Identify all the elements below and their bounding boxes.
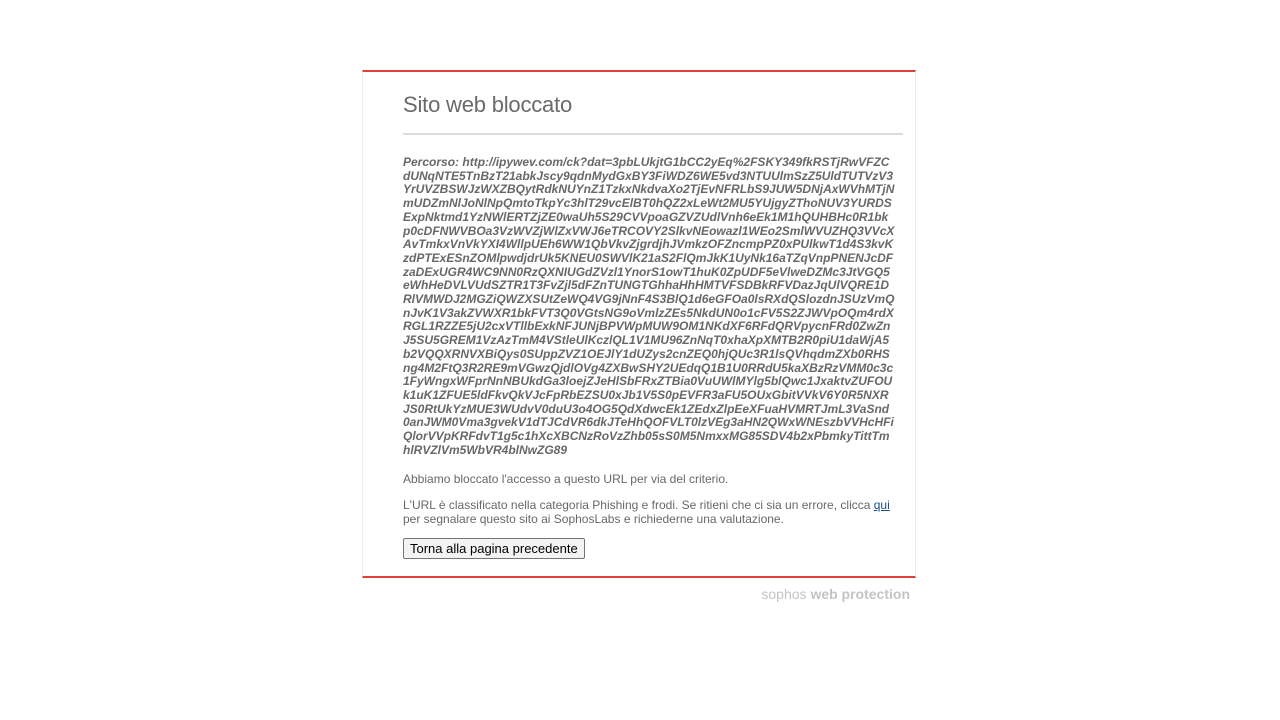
path-url: http://ipywev.com/ck?dat=3pbLUkjtG1bCC2yEq%2FSKY349fkRSTjRwVFZCdUNqNTE5TnBzT21abkJscy9qdnMydGxBY3FiWDZ6WE5vd3NTUUlmSzZ5UldTUTVzV3YrUVZBSWJzWXZBQytRdkNUYnZ1TzkxNkdvaXo2TjEvNFRLbS9JUW5DNjAxWVhMTjNmUDZmNlJoNlNpQmtoTkpYc3hlT29vcElBT0hQZ2xLeWt2MU5YUjgyZThoNUV3YURDSExpNktmd1YzNWlERTZjZE0waUh5S29CVVpoaGZVZUdlVnh6eEk1M1hQUHBHc0R1bkp0cDFNWVBOa3VzWVZjWlZxVWJ6eTRCOVY2SlkvNEowazl1WEo2SmlWVUZHQ3VVcXAvTmkxVnVkYXI4WllpUEh6WW1QbVkvZjgrdjhJVmkzOFZncmpPZ0xPUlkwT1d4S3kvKzdPTExESnZOMlpwdjdrUk5KNEU0SWVlK21aS2FlQmJkK1UyNk16aTZqVnpPNENJcDFzaDExUGR4WC9NN0RzQXNIUGdZVzl1YnorS1owT1huK0ZpUDF5eVlweDZMc3JtVGQ5eWhHeDVLVUdSZTR1T3FvZjl5dFZnTUNGTGhhaHhHMTVFSDBkRFVDazJqUlVQRE1DRlVMWDJ2MGZiQWZXSUtZeWQ4VG9jNnF4S3BlQ1d6eGFOa0lsRXdQSlozdnJSUzVmQnJvK1V3akZVWXR1bkFVT3Q0VGtsNG9oVmlzZEs5NkdUN0o1cFV5S2ZJWVpOQm4rdXRGL1RZZE5jU2cxVTllbExkNFJUNjBPVWpMUW9OM1NKdXF6RFdQRVpycnFRd0ZwZnJ5SU5GREM1VzAzTmM4VStleUlKczlQL1V1MU96ZnNqT0xhaXpXMTB2R0piU1daWjA5b2VQQXRNVXBiQys0SUppZVZ1OEJlY1dUZys2cnZEQ0hjQUc3R1lsQVhqdmZXb0RHSng4M2FtQ3R2RE9mVGwzQjdlOVg4ZXBwSHY2UEdqQ1B1U0RRdU5kaXBzRzVMM0c3c1FyWngxWFprNnNBUkdGa3loejZJeHlSbFRxZTBia0VuUWlMYlg5blQwc1JxaktvZUFOUk1uK1ZFUE5ldFkvQkVJcFpRbEZSU0xJb1V5S0pEVFR3aFU5OUxGbitVVkV6Y0R5NXRJS0RtUkYzMUE3WUdvV0duU3o4OG5QdXdwcEk1ZEdxZlpEeXFuaHVMRTJmL3VaSnd0anJWM0Vma3gvekV1dTJCdVR6dkJTeHhQOFVLT0lzVEg3aHN2QWxWNEszbVVHcHFiQlorVVpKRFdvT1g5c1hXcXBCNzRoVzZhb05sS0M5NmxxMG85SDV4b2xPbmkyTittTmhlRVZlVm5WbVR4blNwZG89 <box>403 155 895 457</box>
back-button[interactable]: Torna alla pagina precedente <box>403 538 585 559</box>
category-text: L'URL è classificato nella categoria Phishing e frodi. Se ritieni che ci sia un errore, clicca <box>403 498 874 512</box>
block-page-card <box>362 70 916 578</box>
footer-brand <box>362 586 910 602</box>
category-message <box>403 498 903 526</box>
report-text: per segnalare questo sito ai SophosLabs e richiederne una valutazione. <box>403 512 784 526</box>
brand-light: sophos <box>761 586 807 602</box>
blocked-path <box>403 156 895 457</box>
report-link[interactable]: qui <box>873 498 890 512</box>
blocked-message: Abbiamo bloccato l'accesso a questo URL per via del criterio. <box>403 472 729 486</box>
brand-bold: web protection <box>810 586 910 602</box>
path-label: Percorso: <box>403 155 460 169</box>
title-divider <box>403 133 903 135</box>
page-title: Sito web bloccato <box>403 92 573 117</box>
